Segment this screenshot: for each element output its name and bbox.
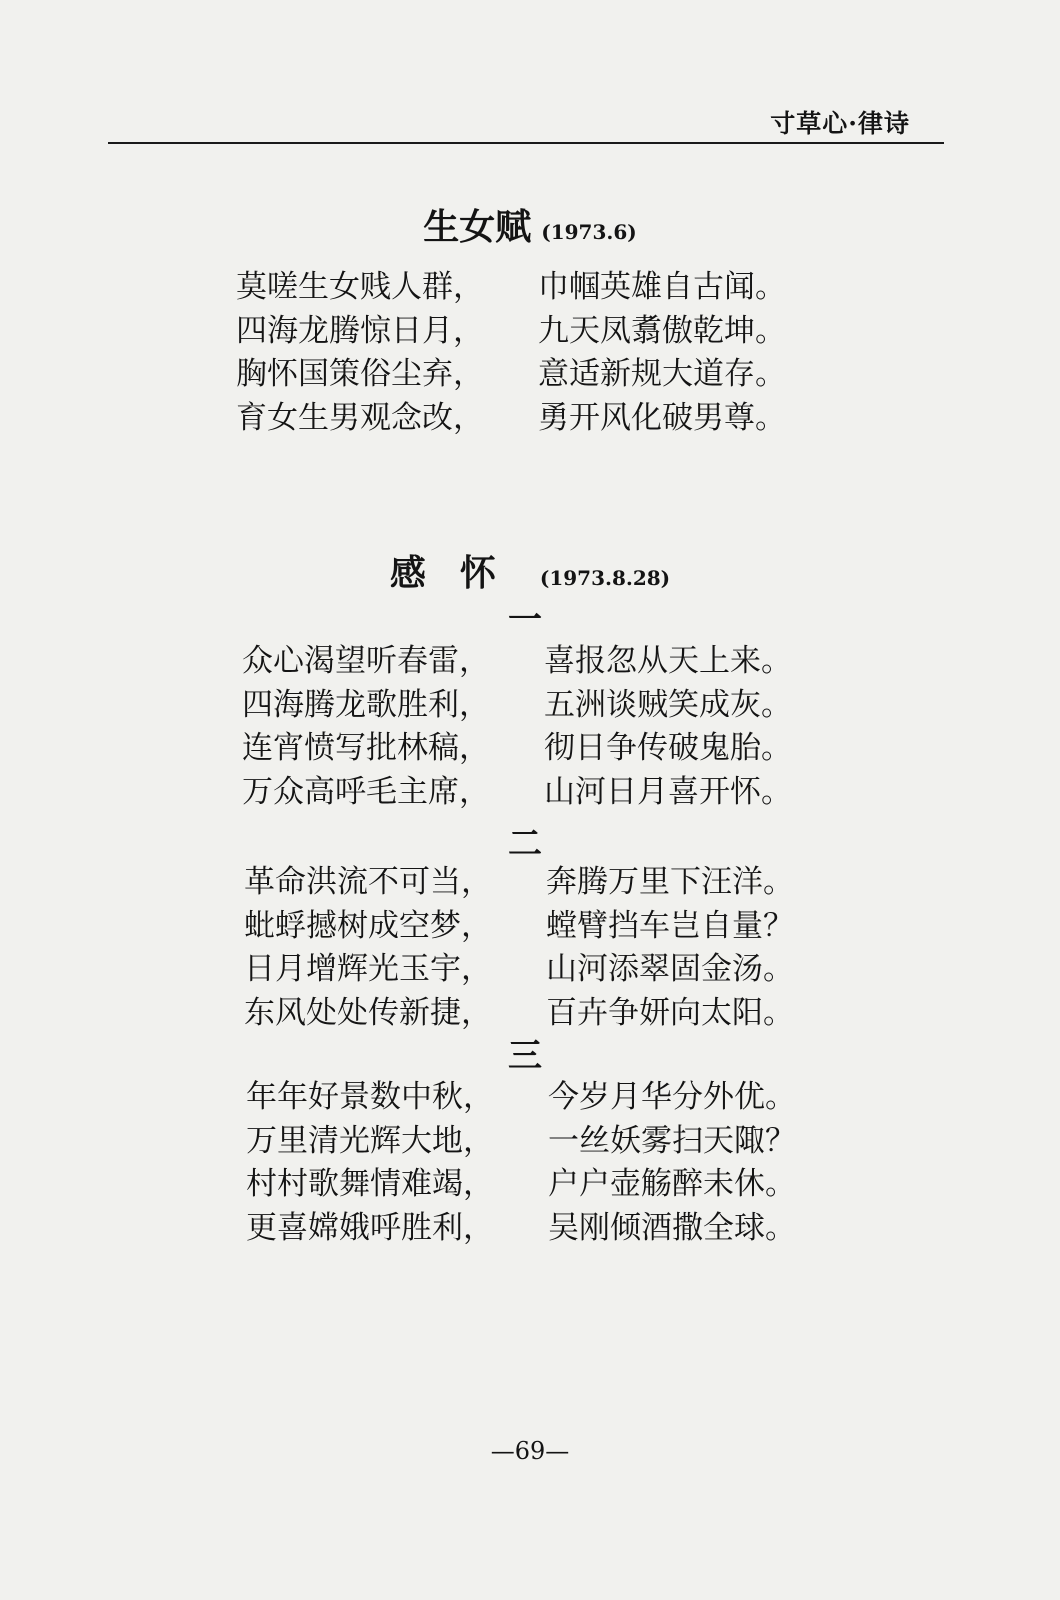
line-first-half: 四海腾龙歌胜利， (242, 686, 490, 723)
poem-line (242, 684, 792, 728)
poem-line (236, 310, 786, 354)
line-first-half: 年年好景数中秋， (246, 1079, 494, 1115)
line-second-half: 奔腾万里下汪洋。 (546, 864, 794, 900)
poem-line (242, 727, 792, 771)
line-second-half: 今岁月华分外优。 (548, 1079, 796, 1115)
poem-date: (1973.8.28) (539, 566, 671, 590)
poem-line (236, 353, 786, 397)
poem-line (244, 861, 794, 905)
line-second-half: 吴刚倾酒撒全球。 (548, 1209, 796, 1246)
stanza-numeral: 一 (508, 600, 542, 640)
line-first-half: 胸怀国策俗尘弃， (236, 356, 484, 392)
stanza-numeral: 三 (508, 1036, 542, 1076)
poem-title-text: 生女赋 (423, 206, 532, 248)
stanza-1 (242, 640, 792, 814)
poem-date: (1973.6) (541, 220, 637, 244)
page-number: —69— (490, 1437, 570, 1465)
stanza-numeral: 二 (508, 824, 542, 864)
line-first-half: 革命洪流不可当， (244, 864, 492, 900)
line-first-half: 日月增辉光玉宇， (244, 951, 492, 987)
line-second-half: 螳臂挡车岂自量？ (546, 907, 794, 944)
line-second-half: 户户壶觞醉未休。 (548, 1166, 796, 1202)
header-rule (108, 142, 944, 144)
poem-line (236, 397, 786, 441)
line-second-half: 山河日月喜开怀。 (544, 773, 792, 810)
line-second-half: 巾帼英雄自古闻。 (538, 269, 786, 305)
poem-title-1 (0, 204, 1060, 257)
line-second-half: 百卉争妍向太阳。 (546, 994, 794, 1031)
poem-line (246, 1163, 796, 1207)
stanza-3 (246, 1076, 796, 1250)
line-first-half: 四海龙腾惊日月， (236, 312, 484, 349)
line-first-half: 莫嗟生女贱人群， (236, 269, 484, 305)
poem-line (242, 640, 792, 684)
line-first-half: 村村歌舞情难竭， (246, 1166, 494, 1202)
poem-title-2 (0, 550, 1060, 603)
line-first-half: 更喜嫦娥呼胜利， (246, 1209, 494, 1246)
poem-title-text: 感怀 (389, 552, 530, 594)
poem-line (246, 1076, 796, 1120)
line-first-half: 众心渴望听春雷， (242, 643, 490, 679)
line-second-half: 九天凤翥傲乾坤。 (538, 312, 786, 349)
line-second-half: 喜报忽从天上来。 (544, 643, 792, 679)
line-first-half: 育女生男观念改， (236, 399, 484, 436)
line-second-half: 五洲谈贼笑成灰。 (544, 686, 792, 723)
line-second-half: 彻日争传破鬼胎。 (544, 730, 792, 766)
running-title: 寸草心·律诗 (770, 109, 910, 138)
poem-line (244, 905, 794, 949)
line-first-half: 万里清光辉大地， (246, 1122, 494, 1159)
line-second-half: 意适新规大道存。 (538, 356, 786, 392)
poem-line (246, 1207, 796, 1251)
poem-line (236, 266, 786, 310)
poem-line (242, 771, 792, 815)
poem-body-1 (236, 266, 786, 440)
poem-line (246, 1120, 796, 1164)
line-second-half: 一丝妖雾扫天陬？ (548, 1122, 796, 1159)
line-first-half: 连宵愤写批林稿， (242, 730, 490, 766)
poem-line (244, 992, 794, 1036)
line-second-half: 山河添翠固金汤。 (546, 951, 794, 987)
line-first-half: 万众高呼毛主席， (242, 773, 490, 810)
poem-line (244, 948, 794, 992)
stanza-2 (244, 861, 794, 1035)
line-first-half: 蚍蜉撼树成空梦， (244, 907, 492, 944)
line-second-half: 勇开风化破男尊。 (538, 399, 786, 436)
line-first-half: 东风处处传新捷， (244, 994, 492, 1031)
